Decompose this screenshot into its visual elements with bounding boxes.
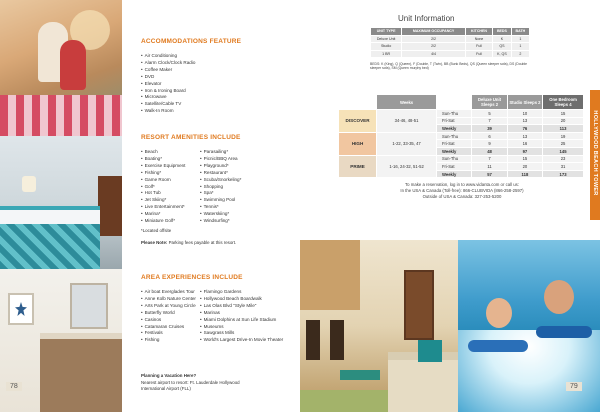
list-item: • Butterfly World xyxy=(141,310,196,317)
amenities-footnote: *Located offsite xyxy=(141,228,172,233)
door-shape xyxy=(404,270,434,340)
list-item: • Parasailing* xyxy=(200,149,241,156)
list-item: • Flamingo Gardens xyxy=(200,289,283,296)
list-item: • Picnic/BBQ Area xyxy=(200,156,241,163)
night-type: Sun-Thu xyxy=(436,132,471,140)
rate-value: 145 xyxy=(543,147,584,155)
list-item: • Catamaran Cruises xyxy=(141,324,196,331)
list-item: • Air boat Everglades Tour xyxy=(141,289,196,296)
parking-note-text: Parking fees payable at this resort. xyxy=(168,240,237,245)
list-item: • Fishing xyxy=(141,337,196,344)
star-artwork xyxy=(8,293,34,325)
rate-value: 23 xyxy=(543,155,584,163)
table-cell: Full xyxy=(465,43,492,51)
rate-value: 16 xyxy=(507,140,542,148)
rate-value: 13 xyxy=(507,117,542,125)
page-number-left: 78 xyxy=(6,382,22,391)
side-tab xyxy=(590,90,600,220)
area-list-col1 xyxy=(141,289,196,344)
bedroom-photo xyxy=(0,136,122,269)
planning-line1: Nearest airport to resort: Ft. Lauderdale Hollywood xyxy=(141,380,240,385)
planning-title: Planning a Vacation Here? xyxy=(141,373,197,378)
table-row xyxy=(339,110,584,118)
vanity-cabinet xyxy=(40,339,122,412)
cabinet-shape xyxy=(98,176,122,236)
area-list-col2 xyxy=(200,289,283,344)
list-item: • Marinas xyxy=(200,310,283,317)
list-item: • Exercise Equipment xyxy=(141,163,185,170)
rate-value: 20 xyxy=(507,163,542,171)
rate-value: 173 xyxy=(543,170,584,178)
list-item: • Swimming Pool xyxy=(200,197,241,204)
list-item: • Shopping xyxy=(200,184,241,191)
rate-value: 15 xyxy=(507,155,542,163)
list-item: • Festivals xyxy=(141,330,196,337)
list-item: • Arts Park at Young Circle xyxy=(141,303,196,310)
reservation-line: In the USA & Canada (Toll-free): 866-CLUBVIDA (866-258-2597) xyxy=(400,187,524,193)
table-cell: 1 xyxy=(511,35,529,43)
planning-line2: International Airport (FLL) xyxy=(141,386,191,391)
list-item: • Restaurant* xyxy=(200,170,241,177)
pillow-shape xyxy=(418,340,442,362)
bar-stool xyxy=(330,320,344,360)
list-item: • Windsurfing* xyxy=(200,218,241,225)
list-item: • Microwave xyxy=(141,94,195,101)
bodyboard xyxy=(468,340,528,352)
list-item: • Walk-In Room xyxy=(141,108,195,115)
accommodations-list xyxy=(141,53,195,115)
list-item: • Sawgrass Mills xyxy=(200,330,283,337)
rate-value: 57 xyxy=(472,170,507,178)
rate-value: 25 xyxy=(543,140,584,148)
rate-value: 10 xyxy=(507,110,542,118)
night-type: Weekly xyxy=(436,125,471,133)
beach-towel xyxy=(0,95,122,136)
list-item: • Playground* xyxy=(200,163,241,170)
rate-value: 9 xyxy=(472,140,507,148)
family-beach-photo xyxy=(0,0,122,136)
night-type: Weekly xyxy=(436,147,471,155)
rates-header-row xyxy=(339,95,584,110)
cabinet-shape xyxy=(300,240,360,310)
season-weeks: 1-16, 24-32, 51-52 xyxy=(377,155,437,178)
rate-value: 7 xyxy=(472,155,507,163)
rates-table xyxy=(338,94,584,178)
column-header: UNIT TYPE xyxy=(371,28,402,36)
amenities-list-col2 xyxy=(200,149,241,225)
column-header: BATH xyxy=(511,28,529,36)
night-type: Fri-Sat xyxy=(436,163,471,171)
list-item: • Iron & Ironing Board xyxy=(141,88,195,95)
table-cell: Studio xyxy=(371,43,402,51)
parking-note xyxy=(141,240,236,246)
table-cell: 2 xyxy=(511,50,529,58)
night-type: Fri-Sat xyxy=(436,117,471,125)
table-cell: K xyxy=(493,35,512,43)
list-item: • Beach xyxy=(141,149,185,156)
parking-note-label: Please Note: xyxy=(141,240,168,245)
table-row xyxy=(339,155,584,163)
list-item: • Casinos xyxy=(141,317,196,324)
list-item: • World's Largest Drive-In Movie Theater xyxy=(200,337,283,344)
night-type: Sun-Thu xyxy=(436,110,471,118)
accommodations-title: ACCOMMODATIONS FEATURE xyxy=(141,38,242,45)
rate-value: 19 xyxy=(543,132,584,140)
child-figure xyxy=(486,298,512,328)
list-item: • Coffee Maker xyxy=(141,67,195,74)
quilt-shape xyxy=(0,224,100,269)
table-cell: Full xyxy=(465,50,492,58)
column-header-blank xyxy=(339,95,377,110)
season-weeks: 34-46, 48-51 xyxy=(377,110,437,133)
list-item: • Scuba/Snorkeling* xyxy=(200,177,241,184)
unit-info-header-row xyxy=(371,28,530,36)
resort-name-label: HOLLYWOOD BEACH TOWER xyxy=(592,110,598,196)
list-item: • Fishing* xyxy=(141,170,185,177)
column-header: BEDS xyxy=(493,28,512,36)
coffee-table xyxy=(340,370,380,380)
rug-shape xyxy=(300,390,400,412)
reservation-line: To make a reservation, log in to www.vidanta.com or call us: xyxy=(405,182,519,187)
list-item: • Boating* xyxy=(141,156,185,163)
table-row xyxy=(371,35,530,43)
list-item: • Game Room xyxy=(141,177,185,184)
unit-info-title: Unit Information xyxy=(398,14,455,23)
rate-value: 48 xyxy=(472,147,507,155)
list-item: • Hollywood Beach Boardwalk xyxy=(200,296,283,303)
column-header: MAXIMUM OCCUPANCY xyxy=(402,28,466,36)
column-header: Deluxe Unit Sleeps 2 xyxy=(472,95,507,110)
unit-info-note: BEDS: K (King), Q (Queen), F (Double, T (Twin), BB (Bunk Beds), QS (Queen sleeper sofa), DS (Double sleeper sofa), SM (Queen murphy bed) xyxy=(370,62,528,71)
rate-value: 7 xyxy=(472,117,507,125)
table-row xyxy=(371,43,530,51)
table-cell: K, QS xyxy=(493,50,512,58)
season-weeks: 1-22, 33-35, 47 xyxy=(377,132,437,155)
rate-value: 6 xyxy=(472,132,507,140)
list-item: • Elevator xyxy=(141,81,195,88)
table-cell: 2/2 xyxy=(402,43,466,51)
reservation-line: Outside of USA & Canada: 327-253-5200 xyxy=(422,193,502,199)
column-header-blank xyxy=(436,95,471,110)
bar-stool xyxy=(306,320,320,360)
rate-value: 76 xyxy=(507,125,542,133)
lamp-shape xyxy=(22,176,36,192)
table-cell: Deluxe Unit xyxy=(371,35,402,43)
list-item: • Waterskiing* xyxy=(200,211,241,218)
table-cell: None xyxy=(465,35,492,43)
list-item: • Alarm Clock/Clock Radio xyxy=(141,60,195,67)
table-cell: 1 BR xyxy=(371,50,402,58)
rate-value: 118 xyxy=(507,170,542,178)
star-icon xyxy=(15,302,27,316)
list-item: • Live Entertainment* xyxy=(141,204,185,211)
table-row xyxy=(371,50,530,58)
table-row xyxy=(339,132,584,140)
unit-info-table xyxy=(370,27,530,58)
night-type: Weekly xyxy=(436,170,471,178)
list-item: • Anne Kolb Nature Center xyxy=(141,296,196,303)
list-item: • Museums xyxy=(200,324,283,331)
list-item: • Spa* xyxy=(200,190,241,197)
amenities-title: RESORT AMENITIES INCLUDE xyxy=(141,134,241,141)
rate-value: 31 xyxy=(543,163,584,171)
list-item: • Miniature Golf* xyxy=(141,218,185,225)
night-type: Fri-Sat xyxy=(436,140,471,148)
season-name: HIGH xyxy=(339,132,377,155)
child-figure xyxy=(544,280,574,314)
area-title: AREA EXPERIENCES INCLUDE xyxy=(141,274,243,281)
amenities-list-col1 xyxy=(141,149,185,225)
bodyboard xyxy=(536,326,592,338)
night-type: Sun-Thu xyxy=(436,155,471,163)
list-item: • Miami Dolphins at Sun Life Stadium xyxy=(200,317,283,324)
column-header: One Bedroom Sleeps 4 xyxy=(543,95,584,110)
rate-value: 20 xyxy=(543,117,584,125)
list-item: • Jet Skiing* xyxy=(141,197,185,204)
reservation-info xyxy=(352,182,572,199)
rate-value: 39 xyxy=(472,125,507,133)
rate-value: 13 xyxy=(507,132,542,140)
rate-value: 97 xyxy=(507,147,542,155)
column-header: Weeks xyxy=(377,95,437,110)
rate-value: 11 xyxy=(472,163,507,171)
kitchen-living-photo xyxy=(300,240,458,412)
table-cell: QS xyxy=(493,43,512,51)
page-number-right: 79 xyxy=(566,382,582,391)
season-name: PRIME xyxy=(339,155,377,178)
list-item: • Satellite/Cable TV xyxy=(141,101,195,108)
table-cell: 1 xyxy=(511,43,529,51)
list-item: • Air Conditioning xyxy=(141,53,195,60)
list-item: • Las Olas Blvd "Style Mile" xyxy=(200,303,283,310)
person-figure xyxy=(60,40,86,90)
table-cell: 2/2 xyxy=(402,35,466,43)
rate-value: 5 xyxy=(472,110,507,118)
rate-value: 113 xyxy=(543,125,584,133)
list-item: • Golf* xyxy=(141,184,185,191)
table-cell: 4/4 xyxy=(402,50,466,58)
season-name: DISCOVER xyxy=(339,110,377,133)
list-item: • Marina* xyxy=(141,211,185,218)
rate-value: 15 xyxy=(543,110,584,118)
bathroom-mirror xyxy=(70,283,108,329)
column-header: Studio Sleeps 2 xyxy=(507,95,542,110)
list-item: • DVD xyxy=(141,74,195,81)
column-header: KITCHEN xyxy=(465,28,492,36)
list-item: • Hot Tub xyxy=(141,190,185,197)
list-item: • Tennis* xyxy=(200,204,241,211)
